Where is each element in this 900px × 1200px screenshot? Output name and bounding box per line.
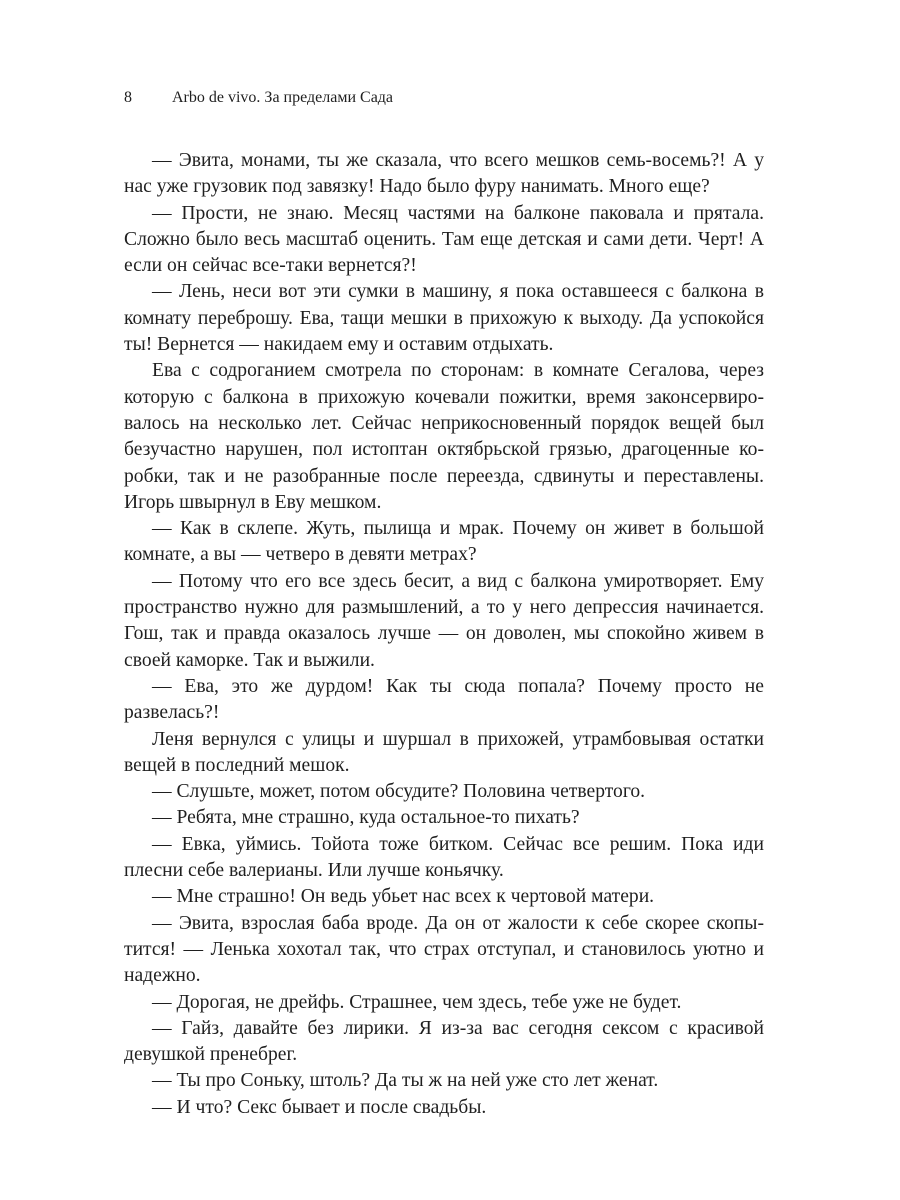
paragraph: — Как в склепе. Жуть, пылища и мрак. Почему он живет в большой комнате, а вы — четверо в девяти метрах?: [124, 518, 764, 566]
paragraph: — Гайз, давайте без лирики. Я из-за вас сегодня сексом с красивой девушкой пренебрег.: [124, 1017, 764, 1066]
paragraph: — Дорогая, не дрейфь. Страшнее, чем здесь, тебе уже не будет.: [152, 991, 682, 1013]
page-number: 8: [124, 89, 132, 106]
paragraph: — Эвита, взрослая баба вроде. Да он от жалости к себе скорее скопытится! — Ленька хохотал так, что страх отступал, и становилось уютно и надежно.: [124, 912, 764, 987]
paragraph: — И что? Секс бывает и после свадьбы.: [152, 1096, 487, 1118]
paragraph: — Потому что его все здесь бесит, а вид с балкона умиротворяет. Ему пространство нужно для размышлений, а то у него депрессия начинается. Гош, так и правда оказалось лучше — он доволен, мы спокойно живем в своей каморке. Так и выжили.: [124, 570, 764, 671]
paragraph: — Ребята, мне страшно, куда остальное-то пихать?: [152, 807, 580, 829]
paragraph: — Лень, неси вот эти сумки в машину, я пока оставшееся с балкона в комнату переброшу. Ева, тащи мешки в прихожую к выходу. Да успокойся ты! Вернется — накидаем ему и оставим отдыхать.: [124, 281, 764, 356]
paragraph: Леня вернулся с улицы и шуршал в прихожей, утрамбовывая остатки вещей в последний мешок.: [124, 728, 764, 776]
running-title: Arbo de vivo. За пределами Сада: [172, 89, 394, 106]
paragraph: Ева с содроганием смотрела по сторонам: в комнате Сегалова, через которую с балкона в прихожую кочевали пожитки, время законсервировалось на несколько лет. Сейчас неприкосновенный порядок вещей был безучастно нарушен, пол истоптан октябрьской грязью, драгоценные коробки, так и не разобранные после переезда, сдвинуты и переставлены. Игорь швырнул в Еву мешком.: [124, 360, 764, 513]
paragraph: — Ты про Соньку, штоль? Да ты ж на ней уже сто лет женат.: [152, 1070, 659, 1092]
paragraph: — Ева, это же дурдом! Как ты сюда попала? Почему просто не развелась?!: [124, 675, 764, 724]
paragraph: — Евка, уймись. Тойота тоже битком. Сейчас все решим. Пока иди плесни себе валерианы. Или лучше коньячку.: [124, 833, 764, 882]
paragraph: — Эвита, монами, ты же сказала, что всего мешков семь-восемь?! А у нас уже грузовик под завязку! Надо было фуру нанимать. Много еще?: [124, 150, 764, 198]
body-text: [124, 148, 764, 1121]
running-head: [124, 88, 393, 108]
paragraph: — Прости, не знаю. Месяц частями на балконе паковала и прятала. Сложно было весь масштаб оценить. Там еще детская и сами дети. Черт! А если он сейчас все-таки вернется?!: [124, 202, 764, 277]
paragraph: — Слушьте, может, потом обсудите? Половина четвертого.: [152, 781, 646, 803]
paragraph: — Мне страшно! Он ведь убьет нас всех к чертовой матери.: [152, 886, 655, 908]
